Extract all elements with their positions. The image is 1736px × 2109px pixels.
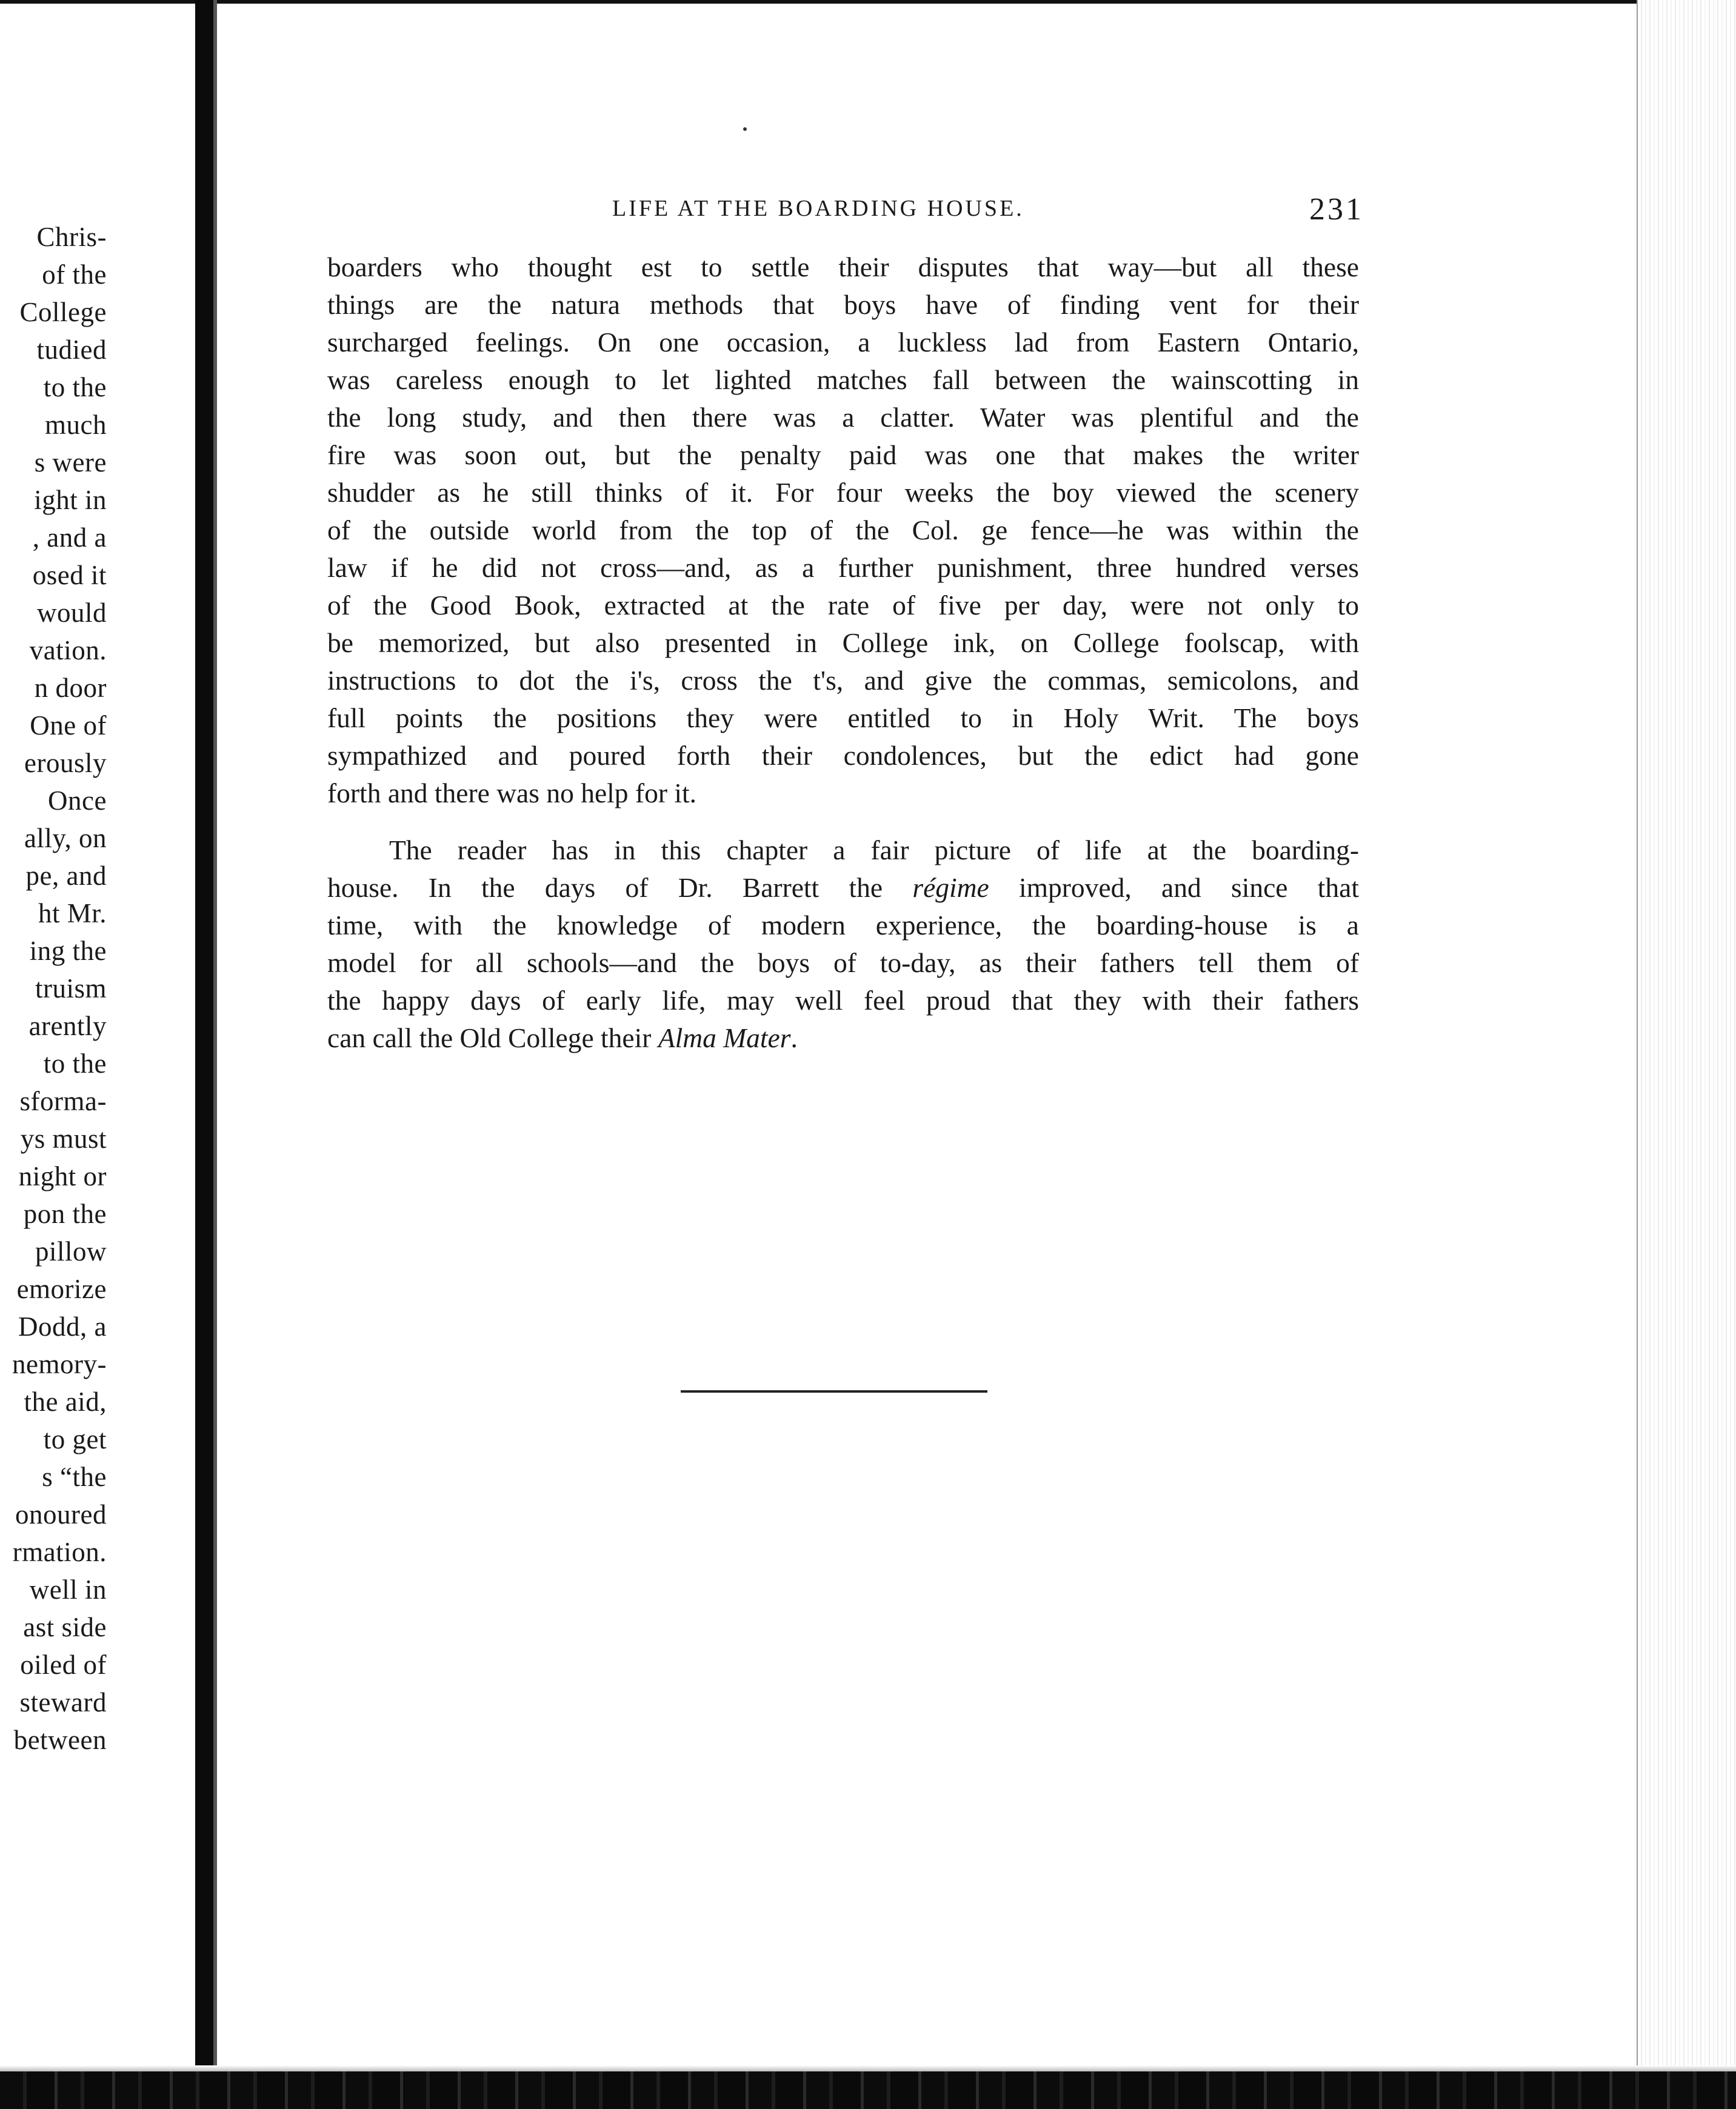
scan-border-top: [0, 0, 1736, 4]
left-page-line: well in: [29, 1574, 107, 1605]
text-line: time, with the knowledge of modern experience, the boarding-house is a: [327, 910, 1359, 941]
left-page-line: ight in: [34, 485, 107, 515]
left-page-line: Chris-: [36, 222, 107, 252]
left-page-line: oiled of: [20, 1650, 107, 1680]
left-page-line: ally, on: [24, 823, 107, 853]
left-page-line: to get: [43, 1424, 107, 1454]
paragraph-2: [327, 831, 1359, 1057]
left-page-line: to the: [43, 1048, 107, 1079]
text-line: of the Good Book, extracted at the rate of five per day, were not only to: [327, 590, 1359, 621]
text-line: law if he did not cross—and, as a further punishment, three hundred verses: [327, 552, 1359, 583]
left-page-line: ing the: [29, 936, 107, 966]
page-body: [327, 248, 1359, 1057]
book-gutter-shadow: [213, 0, 217, 2109]
left-page-line: would: [37, 598, 107, 628]
text-line: things are the natura methods that boys have of finding vent for their: [327, 289, 1359, 320]
text-line: shudder as he still thinks of it. For four weeks the boy viewed the scenery: [327, 477, 1359, 508]
left-page-line: steward: [19, 1687, 107, 1718]
left-page-line: ys must: [20, 1124, 107, 1154]
left-page-line: Dodd, a: [18, 1311, 107, 1342]
left-page-line: osed it: [32, 560, 107, 590]
left-page-line: , and a: [32, 522, 107, 553]
text-line: was careless enough to let lighted matches fall between the wainscotting in: [327, 364, 1359, 395]
left-page-line: much: [45, 410, 107, 440]
left-page-line: emorize: [16, 1274, 107, 1304]
text-line: model for all schools—and the boys of to-day, as their fathers tell them of: [327, 947, 1359, 978]
text-line: boarders who thought est to settle their disputes that way—but all these: [327, 252, 1359, 282]
text-line: instructions to dot the i's, cross the t's, and give the commas, semicolons, and: [327, 665, 1359, 696]
bottom-shadow: [0, 2065, 1736, 2071]
section-rule: [681, 1390, 987, 1393]
left-page-line: ast side: [23, 1612, 107, 1642]
text-line: be memorized, but also presented in College ink, on College foolscap, with: [327, 627, 1359, 658]
page-number: 231: [1309, 192, 1364, 227]
left-page-line: erously: [24, 748, 107, 778]
left-page-line: sforma-: [19, 1086, 107, 1116]
book-gutter: [195, 0, 213, 2109]
left-page-line: of the: [42, 259, 107, 290]
left-page-line: truism: [35, 973, 107, 1004]
left-page-line: s “the: [42, 1462, 107, 1492]
text-line: The reader has in this chapter a fair picture of life at the boarding-: [389, 835, 1359, 865]
left-page-line: vation.: [29, 635, 107, 665]
left-page-line: arently: [28, 1011, 107, 1041]
left-page-line: n door: [34, 673, 107, 703]
left-page-line: ht Mr.: [38, 898, 107, 928]
text-line: the happy days of early life, may well feel proud that they with their fathers: [327, 985, 1359, 1016]
left-page-line: the aid,: [24, 1387, 107, 1417]
left-page-line: onoured: [15, 1499, 107, 1530]
text-line: full points the positions they were entitled to in Holy Writ. The boys: [327, 702, 1359, 733]
paragraph-1: [327, 248, 1359, 812]
left-page-fragments: [0, 218, 107, 1759]
bottom-scan-band: [0, 2071, 1736, 2109]
text-line: forth and there was no help for it.: [327, 778, 697, 808]
paragraph-gap: [327, 812, 1359, 831]
text-line: surcharged feelings. On one occasion, a luckless lad from Eastern Ontario,: [327, 327, 1359, 358]
left-page-line: pon the: [23, 1199, 107, 1229]
left-page-line: between: [13, 1725, 107, 1755]
left-page-line: night or: [18, 1161, 107, 1191]
left-page-line: to the: [43, 372, 107, 402]
left-page-line: rmation.: [12, 1537, 107, 1567]
left-page-line: One of: [30, 710, 107, 741]
page-stack-edge: [1638, 0, 1736, 2071]
left-page-line: tudied: [36, 335, 107, 365]
text-line: fire was soon out, but the penalty paid was one that makes the writer: [327, 439, 1359, 470]
left-page-line: pillow: [35, 1236, 107, 1267]
text-line: house. In the days of Dr. Barrett the régime improved, and since that: [327, 872, 1360, 903]
left-page-line: pe, and: [25, 861, 107, 891]
text-line: of the outside world from the top of the Col. ge fence—he was within the: [327, 515, 1359, 545]
left-page-line: s were: [34, 447, 107, 478]
left-page-line: College: [19, 297, 107, 327]
running-head: LIFE AT THE BOARDING HOUSE.: [612, 196, 1024, 221]
left-page-line: nemory-: [12, 1349, 107, 1379]
left-page-line: Once: [48, 785, 107, 816]
text-line: the long study, and then there was a clatter. Water was plentiful and the: [327, 402, 1359, 433]
text-line: sympathized and poured forth their condolences, but the edict had gone: [327, 740, 1359, 771]
scan-speck: [743, 127, 747, 131]
text-line: can call the Old College their Alma Mater.: [327, 1022, 798, 1053]
